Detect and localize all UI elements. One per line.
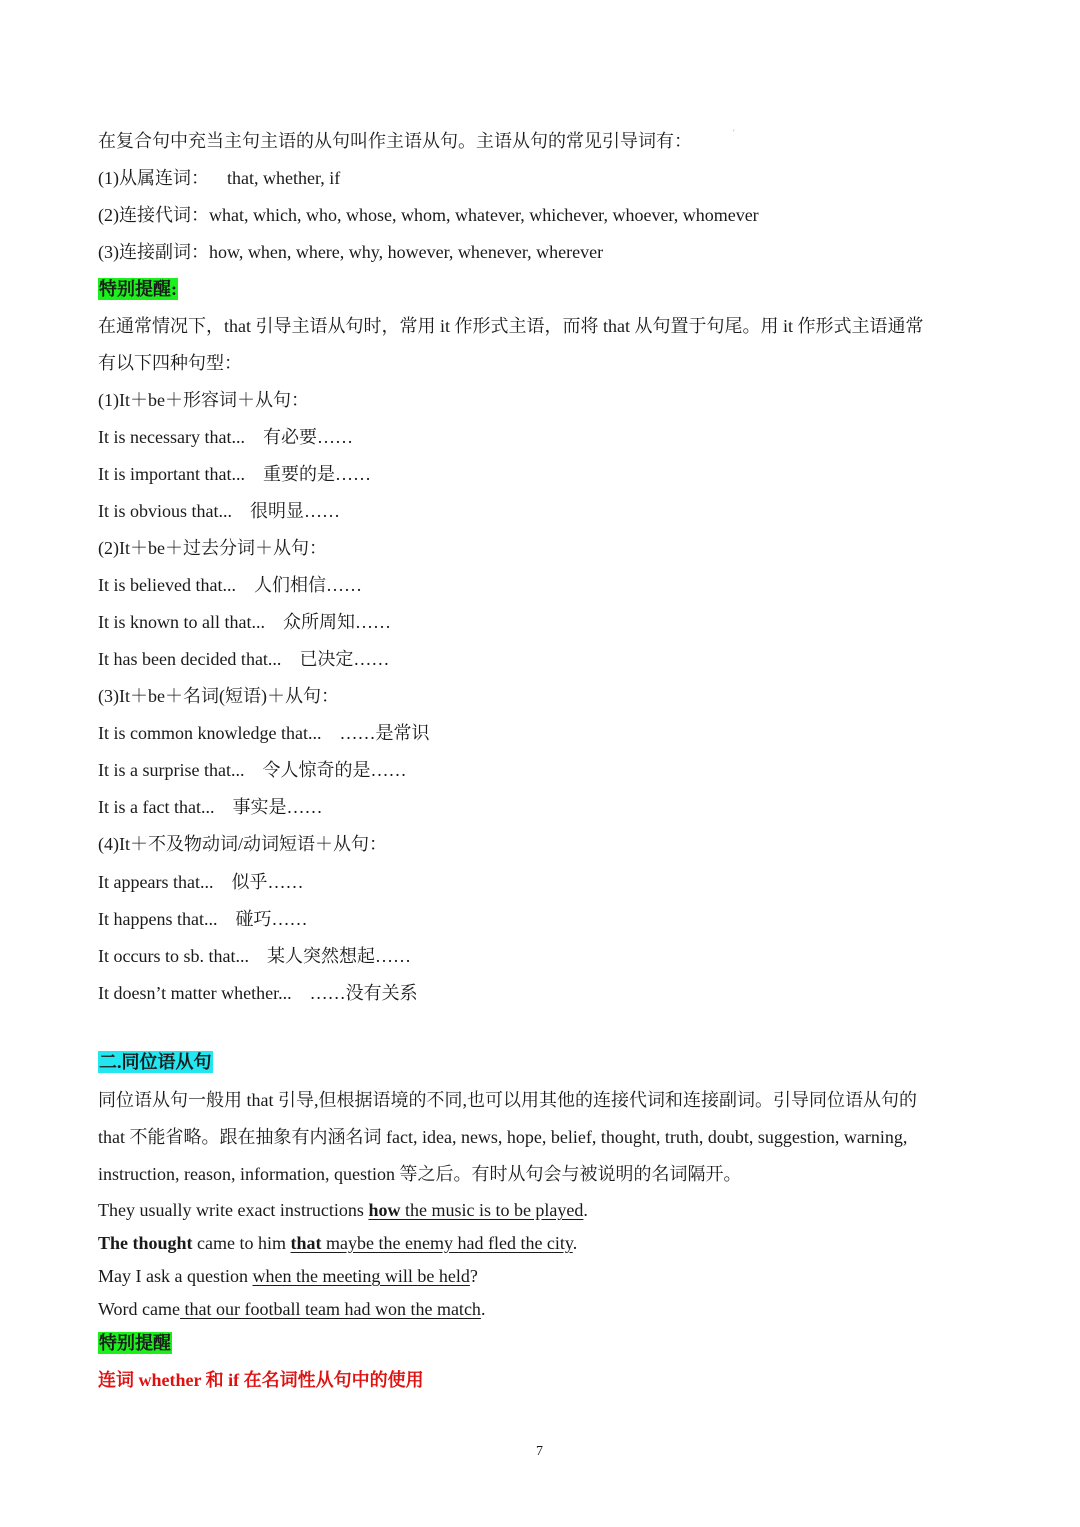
intro-item-3 xyxy=(98,240,603,264)
pattern-example xyxy=(98,462,371,486)
example-en: It is necessary that... xyxy=(98,427,245,447)
example-zh: 众所周知…… xyxy=(282,612,391,632)
pattern-example xyxy=(98,610,391,634)
intro-item-1 xyxy=(98,166,340,190)
sentence-text: May I ask a question xyxy=(98,1266,253,1286)
notice-highlight: 特别提醒 xyxy=(99,1333,171,1353)
conjunction-bold: how xyxy=(368,1200,401,1220)
example-en: It is common knowledge that... xyxy=(98,723,322,743)
example-en: It has been decided that... xyxy=(98,649,282,669)
example-zh: ……是常识 xyxy=(339,723,430,743)
example-zh: 某人突然想起…… xyxy=(266,946,411,966)
example-en: It occurs to sb. that... xyxy=(98,946,249,966)
intro-item-label: (3)连接副词： xyxy=(98,242,209,262)
example-en: It happens that... xyxy=(98,909,218,929)
example-en: It is a fact that... xyxy=(98,797,215,817)
pattern-heading-4: (4)It＋不及物动词/动词短语＋从句： xyxy=(98,834,387,854)
intro-item-label: (1)从属连词： xyxy=(98,168,209,188)
example-en: It is a surprise that... xyxy=(98,760,245,780)
notice-heading-1 xyxy=(98,277,178,301)
pattern-example xyxy=(98,499,340,523)
example-en: It is obvious that... xyxy=(98,501,232,521)
notice-heading-2 xyxy=(98,1331,172,1355)
pattern-example xyxy=(98,425,353,449)
intro-item-2 xyxy=(98,203,759,227)
sentence-text: They usually write exact instructions xyxy=(98,1200,369,1220)
example-zh: 碰巧…… xyxy=(235,909,308,929)
example-sentence-3 xyxy=(98,1264,478,1288)
example-sentence-4 xyxy=(98,1297,485,1321)
example-zh: 令人惊奇的是…… xyxy=(262,760,407,780)
sentence-text: . xyxy=(572,1233,578,1253)
tick-mark: ' xyxy=(733,128,735,138)
sentence-text: Word came xyxy=(98,1299,181,1319)
clause-underlined: when the meeting will be held xyxy=(252,1266,470,1286)
intro-item-words: what, which, who, whose, whom, whatever, whichever, whoever, whomever xyxy=(209,205,759,225)
section-2-para-line-3: instruction, reason, information, question 等之后。有时从句会与被说明的名词隔开。 xyxy=(98,1164,742,1184)
conjunction-bold: that xyxy=(290,1233,322,1253)
example-zh: 有必要…… xyxy=(262,427,353,447)
pattern-example xyxy=(98,721,429,745)
pattern-heading-1: (1)It＋be＋形容词＋从句： xyxy=(98,390,309,410)
pattern-example xyxy=(98,795,322,819)
example-zh: 已决定…… xyxy=(299,649,390,669)
noun-bold: The thought xyxy=(98,1233,193,1253)
pattern-example xyxy=(98,981,418,1005)
example-en: It doesn’t matter whether... xyxy=(98,983,292,1003)
example-en: It is important that... xyxy=(98,464,245,484)
clause-underlined: maybe the enemy had fled the city xyxy=(321,1233,573,1253)
notice-text-line-1: 在通常情况下，that 引导主语从句时，常用 it 作形式主语，而将 that 从句置于句尾。用 it 作形式主语通常 xyxy=(98,316,924,336)
sentence-text: ? xyxy=(469,1266,478,1286)
red-subheading: 连词 whether 和 if 在名词性从句中的使用 xyxy=(98,1370,424,1390)
section-title-highlight: 二.同位语从句 xyxy=(99,1052,212,1072)
sentence-text: . xyxy=(480,1299,486,1319)
example-sentence-2 xyxy=(98,1231,577,1255)
pattern-example xyxy=(98,870,303,894)
example-zh: 似乎…… xyxy=(231,872,304,892)
example-zh: ……没有关系 xyxy=(309,983,418,1003)
example-zh: 很明显…… xyxy=(250,501,340,521)
notice-highlight: 特别提醒: xyxy=(99,279,177,299)
clause-underlined: that our football team had won the match xyxy=(180,1299,481,1319)
pattern-example xyxy=(98,647,389,671)
pattern-example xyxy=(98,573,362,597)
example-zh: 人们相信…… xyxy=(253,575,362,595)
example-en: It is believed that... xyxy=(98,575,236,595)
example-en: It appears that... xyxy=(98,872,214,892)
clause-underlined: the music is to be played xyxy=(400,1200,584,1220)
intro-item-words: that, whether, if xyxy=(227,168,341,188)
pattern-example xyxy=(98,907,307,931)
pattern-example xyxy=(98,758,406,782)
pattern-heading-2: (2)It＋be＋过去分词＋从句： xyxy=(98,538,327,558)
notice-text-line-2: 有以下四种句型： xyxy=(98,353,242,373)
pattern-heading-3: (3)It＋be＋名词(短语)＋从句： xyxy=(98,686,339,706)
intro-paragraph: 在复合句中充当主句主语的从句叫作主语从句。主语从句的常见引导词有： xyxy=(98,131,692,151)
section-2-title xyxy=(98,1050,213,1074)
intro-item-words: how, when, where, why, however, whenever, wherever xyxy=(209,242,604,262)
intro-item-label: (2)连接代词： xyxy=(98,205,209,225)
page-number: 7 xyxy=(536,1444,543,1459)
sentence-text: . xyxy=(583,1200,588,1220)
pattern-example xyxy=(98,944,411,968)
example-zh: 重要的是…… xyxy=(262,464,371,484)
example-zh: 事实是…… xyxy=(232,797,323,817)
example-sentence-1 xyxy=(98,1198,588,1222)
example-en: It is known to all that... xyxy=(98,612,265,632)
section-2-para-line-2: that 不能省略。跟在抽象有内涵名词 fact, idea, news, hope, belief, thought, truth, doubt, suggestion, warning, xyxy=(98,1127,908,1147)
sentence-text: came to him xyxy=(192,1233,291,1253)
section-2-para-line-1: 同位语从句一般用 that 引导,但根据语境的不同,也可以用其他的连接代词和连接副词。引导同位语从句的 xyxy=(98,1090,917,1110)
